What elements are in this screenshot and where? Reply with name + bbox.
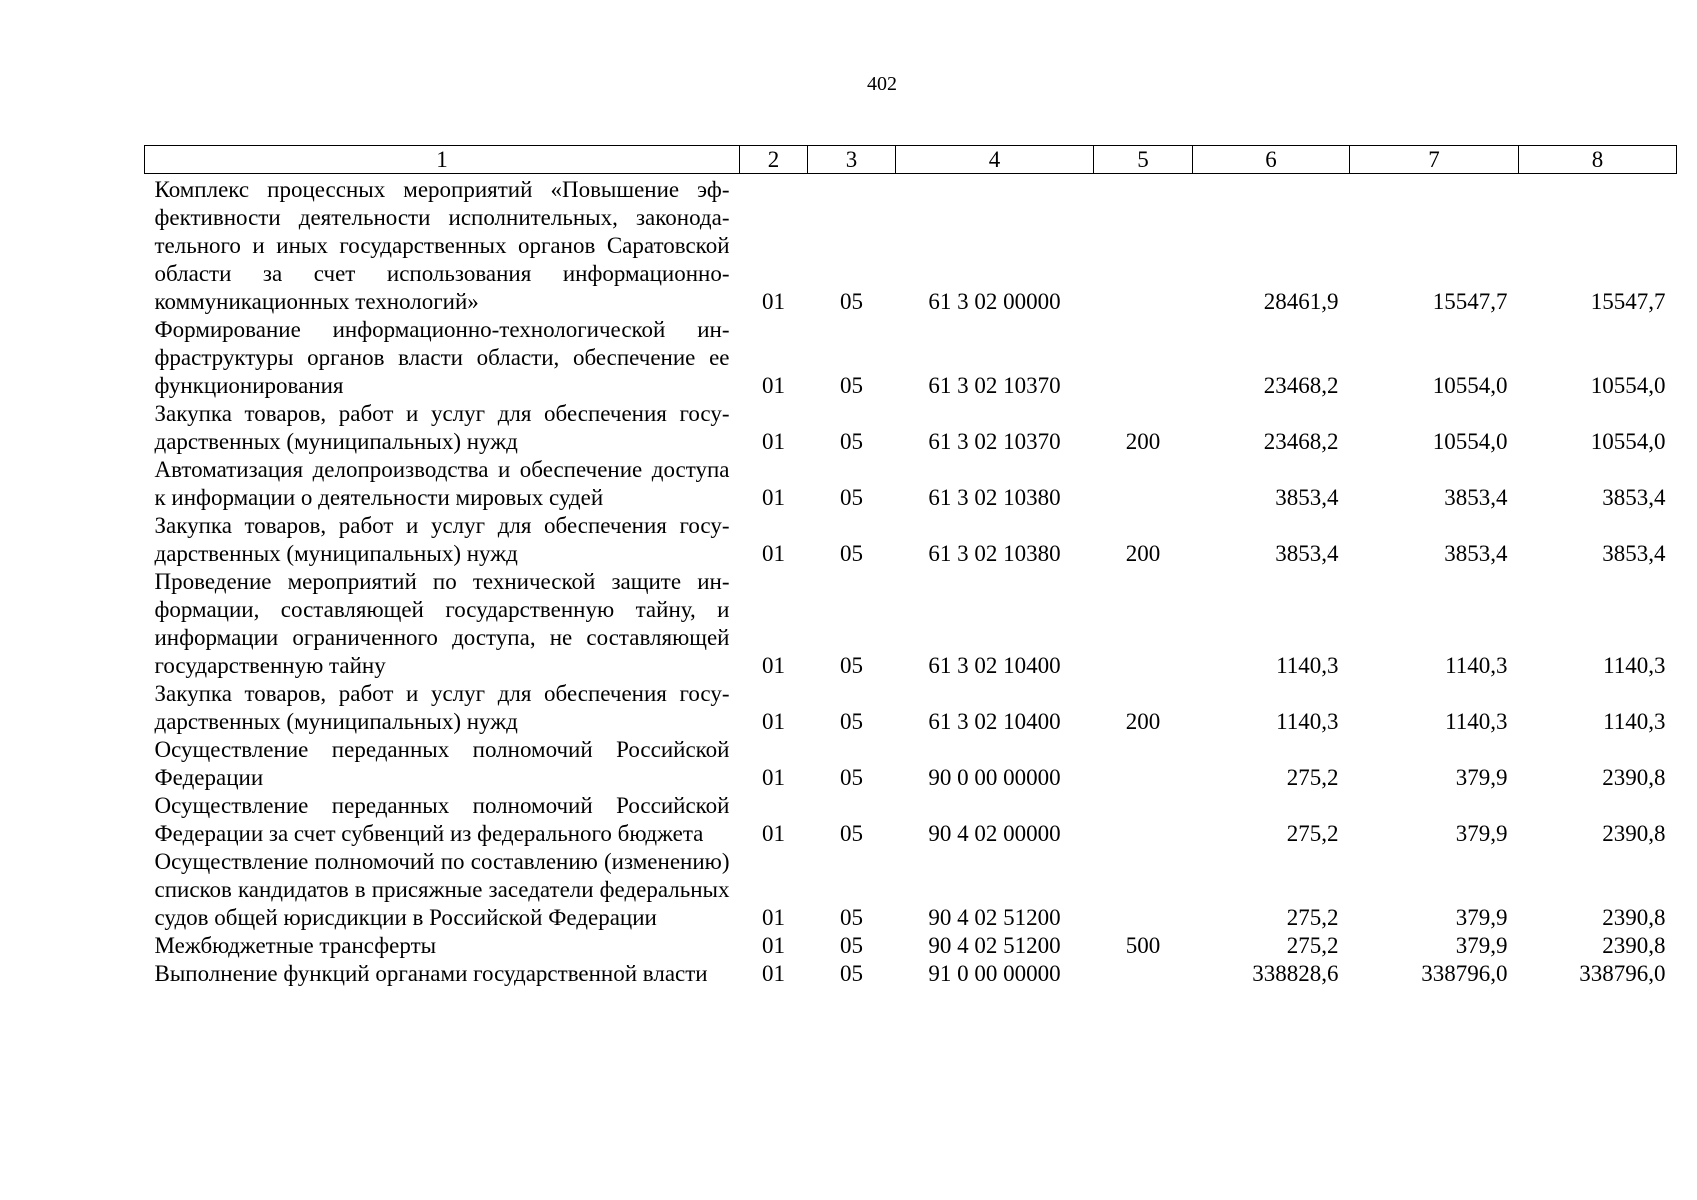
amount-col-7: 10554,0 [1432,429,1508,454]
section-code: 01 [762,905,785,930]
expense-type-code [1094,848,1193,932]
amount-col-7: 379,9 [1455,821,1508,846]
expense-type-code [1094,736,1193,792]
item-name: Осуществление переданных полномочий Российской Федерации за счет субвенций из федерального бюджета [154,793,730,846]
column-header-8: 8 [1519,146,1677,174]
target-article-code: 61 3 02 10370 [928,429,1061,454]
section-code: 01 [762,485,785,510]
item-name: Закупка товаров, работ и услуг для обеспечения государственных (муниципальных) нужд [154,401,730,454]
budget-table [144,145,1677,988]
subsection-code: 05 [840,373,863,398]
section-code: 01 [762,933,785,958]
subsection-code: 05 [840,961,863,986]
amount-col-8: 3853,4 [1602,541,1666,566]
item-name: Осуществление переданных полномочий Российской Федерации [154,737,730,790]
expense-type-code [1094,792,1193,848]
item-name: Осуществление полномочий по составлению (изменению) списков кандидатов в присяжные заседатели федеральных судов общей юрисдикции в Российской Федерации [154,849,730,930]
amount-col-8: 2390,8 [1602,905,1666,930]
subsection-code: 05 [840,429,863,454]
section-code: 01 [762,961,785,986]
expense-type-code [1094,174,1193,317]
item-name: Комплекс процессных мероприятий «Повышение эффективности деятельности исполнительных, законодательного и иных государственных органов Саратовской области за счет использования информационно-коммуникационных технологий» [154,177,730,314]
table-row [145,568,1677,680]
amount-col-8: 10554,0 [1590,429,1666,454]
amount-col-6: 275,2 [1286,933,1339,958]
subsection-code: 05 [840,653,863,678]
amount-col-6: 275,2 [1286,905,1339,930]
expense-type-code [1094,960,1193,988]
section-code: 01 [762,765,785,790]
section-code: 01 [762,429,785,454]
section-code: 01 [762,821,785,846]
target-article-code: 90 0 00 00000 [928,765,1061,790]
column-header-7: 7 [1350,146,1519,174]
column-header-6: 6 [1193,146,1350,174]
table-row [145,512,1677,568]
item-name: Закупка товаров, работ и услуг для обеспечения государственных (муниципальных) нужд [154,681,730,734]
amount-col-6: 28461,9 [1263,289,1339,314]
amount-col-6: 275,2 [1286,821,1339,846]
target-article-code: 61 3 02 10400 [928,653,1061,678]
target-article-code: 61 3 02 00000 [928,289,1061,314]
subsection-code: 05 [840,905,863,930]
table-row [145,960,1677,988]
section-code: 01 [762,653,785,678]
table-row [145,848,1677,932]
amount-col-6: 23468,2 [1263,429,1339,454]
item-name: Межбюджетные трансферты [154,933,437,958]
amount-col-7: 15547,7 [1432,289,1508,314]
section-code: 01 [762,289,785,314]
amount-col-8: 10554,0 [1590,373,1666,398]
target-article-code: 61 3 02 10400 [928,709,1061,734]
table-row [145,932,1677,960]
expense-type-code: 200 [1125,709,1161,734]
target-article-code: 90 4 02 51200 [928,905,1061,930]
amount-col-8: 2390,8 [1602,765,1666,790]
target-article-code: 90 4 02 51200 [928,933,1061,958]
column-header-3: 3 [808,146,896,174]
amount-col-6: 1140,3 [1276,653,1339,678]
table-row [145,792,1677,848]
table-row [145,456,1677,512]
amount-col-6: 275,2 [1286,765,1339,790]
amount-col-6: 23468,2 [1263,373,1339,398]
amount-col-7: 1140,3 [1445,653,1508,678]
amount-col-7: 10554,0 [1432,373,1508,398]
page-number: 402 [867,73,897,95]
target-article-code: 90 4 02 00000 [928,821,1061,846]
table-row [145,174,1677,317]
amount-col-6: 3853,4 [1275,541,1339,566]
amount-col-7: 3853,4 [1444,541,1508,566]
header-row [145,146,1677,174]
amount-col-8: 1140,3 [1603,653,1666,678]
amount-col-7: 1140,3 [1445,709,1508,734]
table-header [145,146,1677,174]
table-row [145,316,1677,400]
amount-col-7: 379,9 [1455,933,1508,958]
subsection-code: 05 [840,541,863,566]
amount-col-8: 1140,3 [1603,709,1666,734]
section-code: 01 [762,709,785,734]
amount-col-7: 3853,4 [1444,485,1508,510]
amount-col-8: 15547,7 [1590,289,1666,314]
amount-col-6: 3853,4 [1275,485,1339,510]
amount-col-8: 2390,8 [1602,821,1666,846]
table-row [145,680,1677,736]
item-name: Формирование информационно-технологической инфраструктуры органов власти области, обеспечение ее функционирования [154,317,730,398]
expense-type-code: 500 [1125,933,1161,958]
amount-col-8: 338796,0 [1579,961,1666,986]
subsection-code: 05 [840,765,863,790]
amount-col-8: 2390,8 [1602,933,1666,958]
expense-type-code: 200 [1125,541,1161,566]
subsection-code: 05 [840,933,863,958]
column-header-5: 5 [1094,146,1193,174]
target-article-code: 61 3 02 10370 [928,373,1061,398]
expense-type-code [1094,316,1193,400]
item-name: Автоматизация делопроизводства и обеспечение доступа к информации о деятельности мировых судей [154,457,730,510]
table-body [145,174,1677,989]
item-name: Проведение мероприятий по технической защите информации, составляющей государственную тайну, и информации ограниченного доступа, не составляющей государственную тайну [154,569,730,678]
section-code: 01 [762,541,785,566]
amount-col-7: 379,9 [1455,905,1508,930]
subsection-code: 05 [840,821,863,846]
subsection-code: 05 [840,485,863,510]
amount-col-8: 3853,4 [1602,485,1666,510]
target-article-code: 61 3 02 10380 [928,541,1061,566]
amount-col-6: 338828,6 [1252,961,1339,986]
amount-col-6: 1140,3 [1276,709,1339,734]
item-name: Закупка товаров, работ и услуг для обеспечения государственных (муниципальных) нужд [154,513,730,566]
item-name: Выполнение функций органами государственной власти [154,961,708,986]
expense-type-code: 200 [1125,429,1161,454]
amount-col-7: 338796,0 [1421,961,1508,986]
expense-type-code [1094,568,1193,680]
subsection-code: 05 [840,709,863,734]
subsection-code: 05 [840,289,863,314]
target-article-code: 61 3 02 10380 [928,485,1061,510]
column-header-1: 1 [145,146,740,174]
target-article-code: 91 0 00 00000 [928,961,1061,986]
table-row [145,736,1677,792]
table-row [145,400,1677,456]
expense-type-code [1094,456,1193,512]
column-header-2: 2 [740,146,808,174]
column-header-4: 4 [896,146,1094,174]
amount-col-7: 379,9 [1455,765,1508,790]
section-code: 01 [762,373,785,398]
